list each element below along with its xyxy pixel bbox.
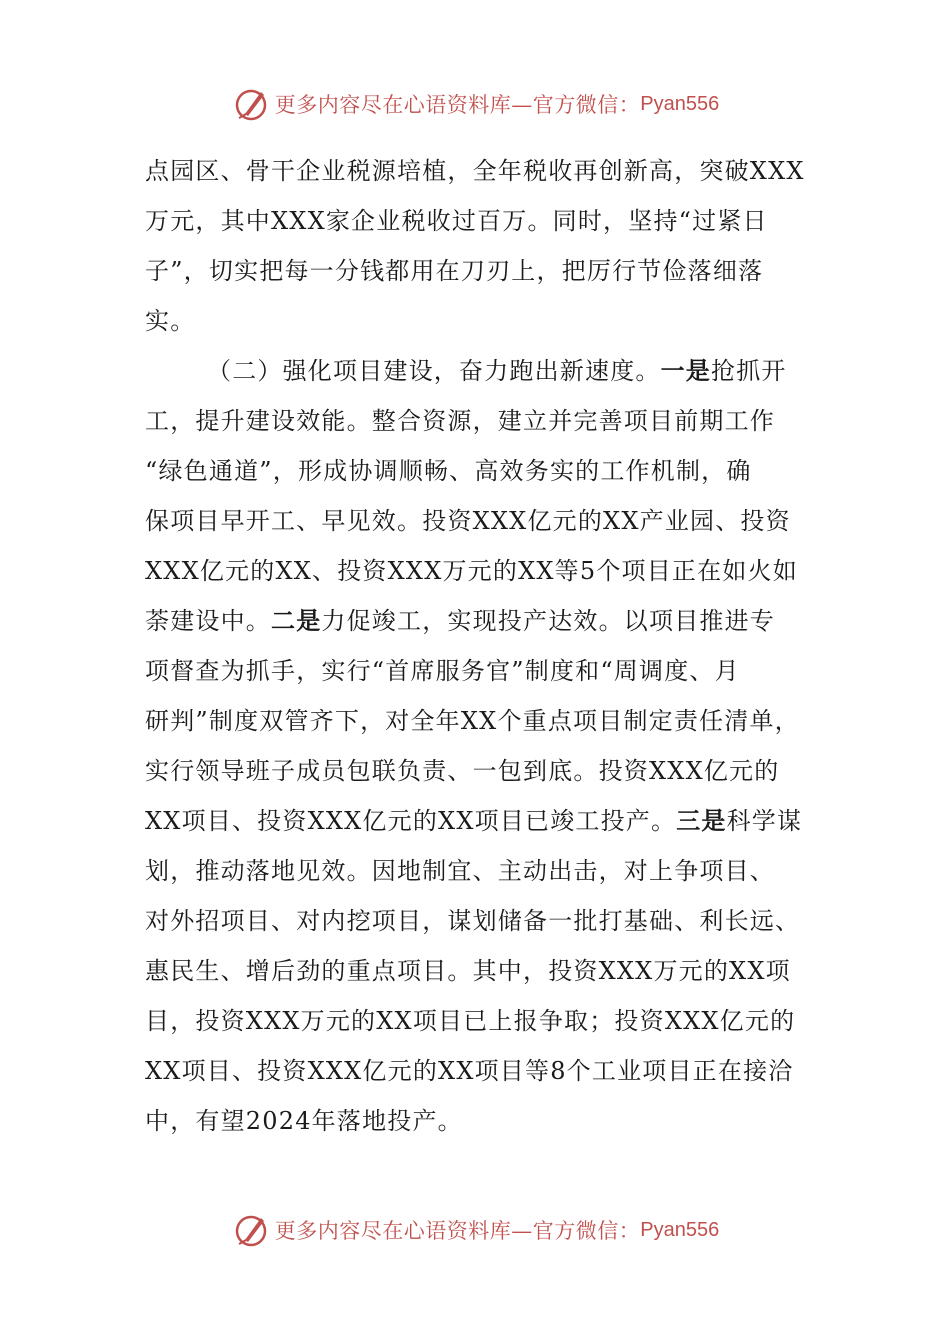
text-line: 对外招项目、对内挖项目，谋划储备一批打基础、利长远、 [145, 907, 801, 935]
text-line: 工，提升建设效能。整合资源，建立并完善项目前期工作 [145, 407, 775, 435]
footer-banner [0, 1208, 950, 1252]
header-banner [0, 82, 950, 126]
text-span: 荼建设中。 [145, 607, 271, 635]
text-line: 实。 [145, 307, 196, 335]
section-heading: （二）强化项目建设，奋力跑出新速度。 [207, 357, 661, 385]
footer-banner-wechat: Pyan556 [640, 1218, 720, 1241]
text-line: 研判”制度双管齐下，对全年XX个重点项目制定责任清单， [145, 707, 800, 735]
text-line: 项督查为抓手，实行“首席服务官”制度和“周调度、月 [145, 657, 740, 685]
text-span: 力促竣工，实现投产达效。以项目推进专 [321, 607, 776, 635]
text-line: 划，推动落地见效。因地制宜、主动出击，对上争项目、 [145, 857, 775, 885]
bold-marker: 三是 [676, 806, 727, 835]
bold-marker: 一是 [660, 356, 712, 385]
text-line: 万元，其中XXX家企业税收过百万。同时，坚持“过紧日 [145, 207, 768, 235]
text-span: 抢抓开 [711, 357, 787, 385]
text-line: 点园区、骨干企业税源培植，全年税收再创新高，突破XXX [145, 157, 805, 185]
text-line: XXX亿元的XX、投资XXX万元的XX等5个项目正在如火如 [145, 557, 798, 585]
pen-logo-icon [231, 1210, 271, 1250]
footer-banner-text: 更多内容尽在心语资料库—官方微信： [274, 1219, 641, 1243]
bold-marker: 二是 [271, 606, 322, 635]
text-line: 中，有望2024年落地投产。 [145, 1107, 463, 1135]
text-line: 实行领导班子成员包联负责、一包到底。投资XXX亿元的 [145, 757, 780, 785]
text-line [145, 346, 810, 396]
text-line: 目，投资XXX万元的XX项目已上报争取；投资XXX亿元的 [145, 1007, 796, 1035]
text-line: 子”，切实把每一分钱都用在刀刃上，把厉行节俭落细落 [145, 257, 764, 285]
header-banner-text: 更多内容尽在心语资料库—官方微信： [274, 93, 641, 117]
text-span: 科学谋 [726, 807, 803, 835]
paragraph-2 [145, 346, 810, 1146]
text-line: XX项目、投资XXX亿元的XX项目等8个工业项目正在接洽 [145, 1057, 794, 1085]
header-banner-wechat: Pyan556 [640, 92, 720, 115]
paragraph-1 [145, 146, 810, 346]
text-line: 保项目早开工、早见效。投资XXX亿元的XX产业园、投资 [145, 507, 791, 535]
text-line: “绿色通道”，形成协调顺畅、高效务实的工作机制，确 [145, 457, 752, 485]
document-body [145, 146, 810, 1146]
pen-logo-icon [231, 84, 271, 124]
text-line [145, 796, 810, 846]
text-span: XX项目、投资XXX亿元的XX项目已竣工投产。 [145, 807, 677, 835]
text-line [145, 596, 810, 646]
text-line: 惠民生、增后劲的重点项目。其中，投资XXX万元的XX项 [145, 957, 791, 985]
